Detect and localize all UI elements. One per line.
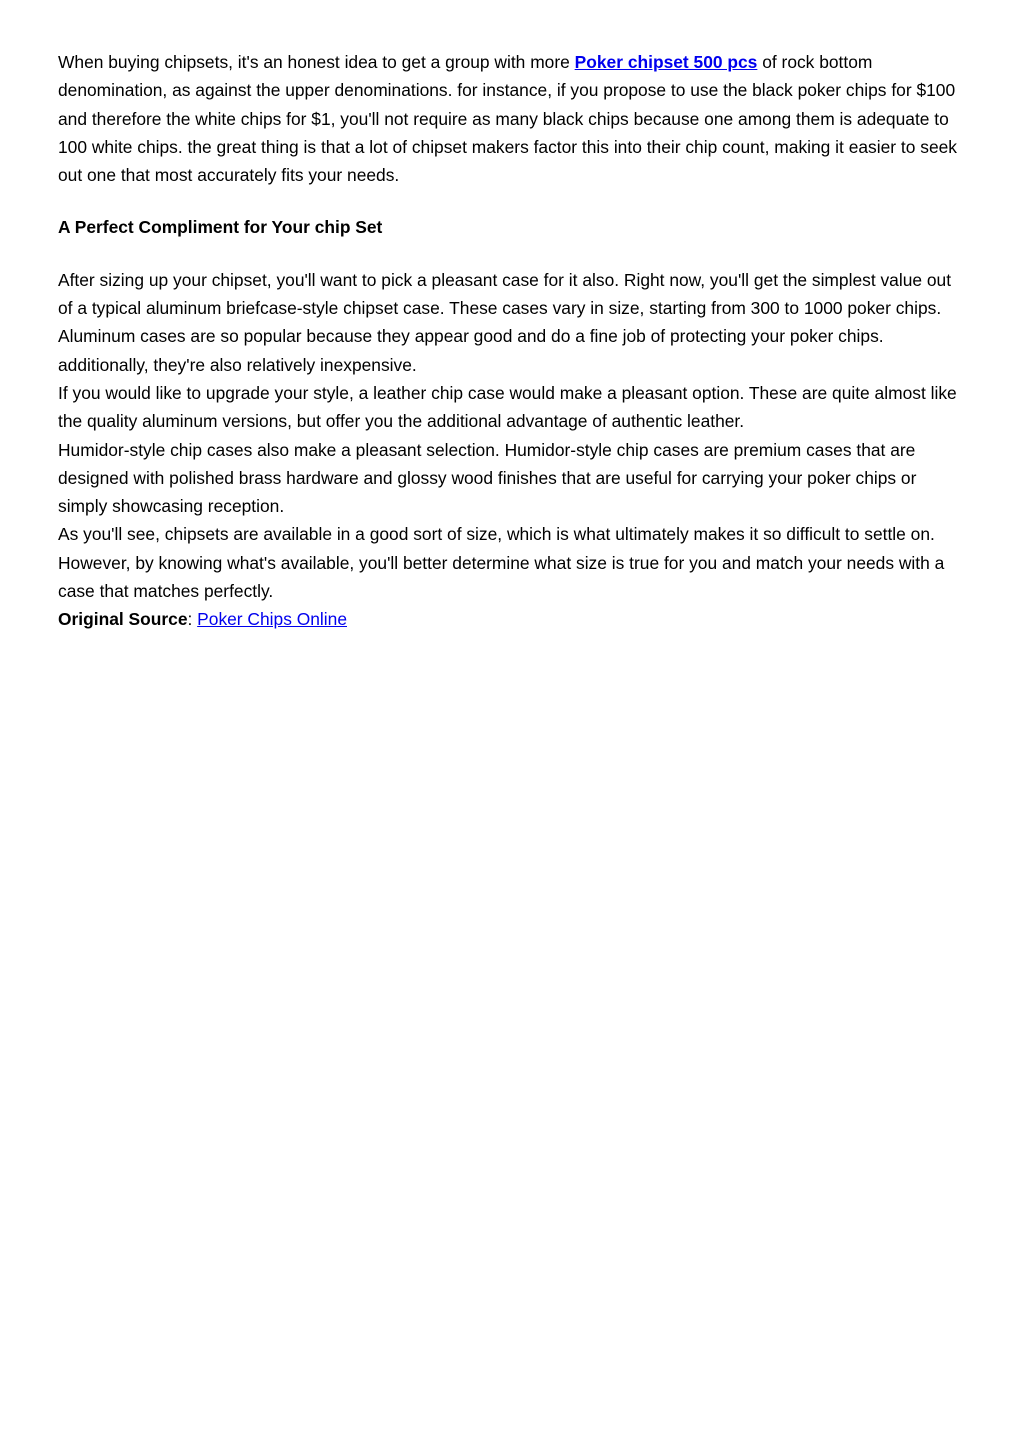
source-line (58, 605, 966, 633)
poker-chipset-link[interactable]: Poker chipset 500 pcs (574, 52, 758, 72)
section-heading: A Perfect Compliment for Your chip Set (58, 217, 383, 238)
intro-text-before-link: When buying chipsets, it's an honest idea to get a group with more (58, 52, 575, 72)
intro-text-after-link: of rock bottom denomination, as against the upper denominations. for instance, if you propose to use the black poker chips for $100 and therefore the white chips for $1, you'll not require as many black chips because one among them is adequate to 100 white chips. the great thing is that a lot of chipset makers factor this into their chip count, making it easier to seek out one that most accurately fits your needs. (58, 52, 957, 186)
source-label: Original Source (58, 609, 188, 630)
source-separator: : (187, 609, 198, 630)
paragraph-case-selection: After sizing up your chipset, you'll want to pick a pleasant case for it also. Right now, you'll get the simplest value out of a typical aluminum briefcase-style chipset case. These cases vary in size, starting from 300 to 1000 poker chips. Aluminum cases are so popular because they appear good and do a fine job of protecting your poker chips. additionally, they're also relatively inexpensive. (58, 269, 952, 375)
paragraph-humidor-case: Humidor-style chip cases also make a pleasant selection. Humidor-style chip cases are premium cases that are designed with polished brass hardware and glossy wood finishes that are useful for carrying your poker chips or simply showcasing reception. (58, 439, 917, 517)
paragraph-conclusion: As you'll see, chipsets are available in a good sort of size, which is what ultimately makes it so difficult to settle on. However, by knowing what's available, you'll better determine what size is true for you and match your needs with a case that matches perfectly. (58, 524, 945, 602)
intro-paragraph (58, 48, 966, 189)
poker-chips-online-link[interactable]: Poker Chips Online (197, 609, 347, 630)
paragraph-leather-case: If you would like to upgrade your style, a leather chip case would make a pleasant option. These are quite almost like the quality aluminum versions, but offer you the additional advantage of authentic leather. (58, 382, 957, 432)
